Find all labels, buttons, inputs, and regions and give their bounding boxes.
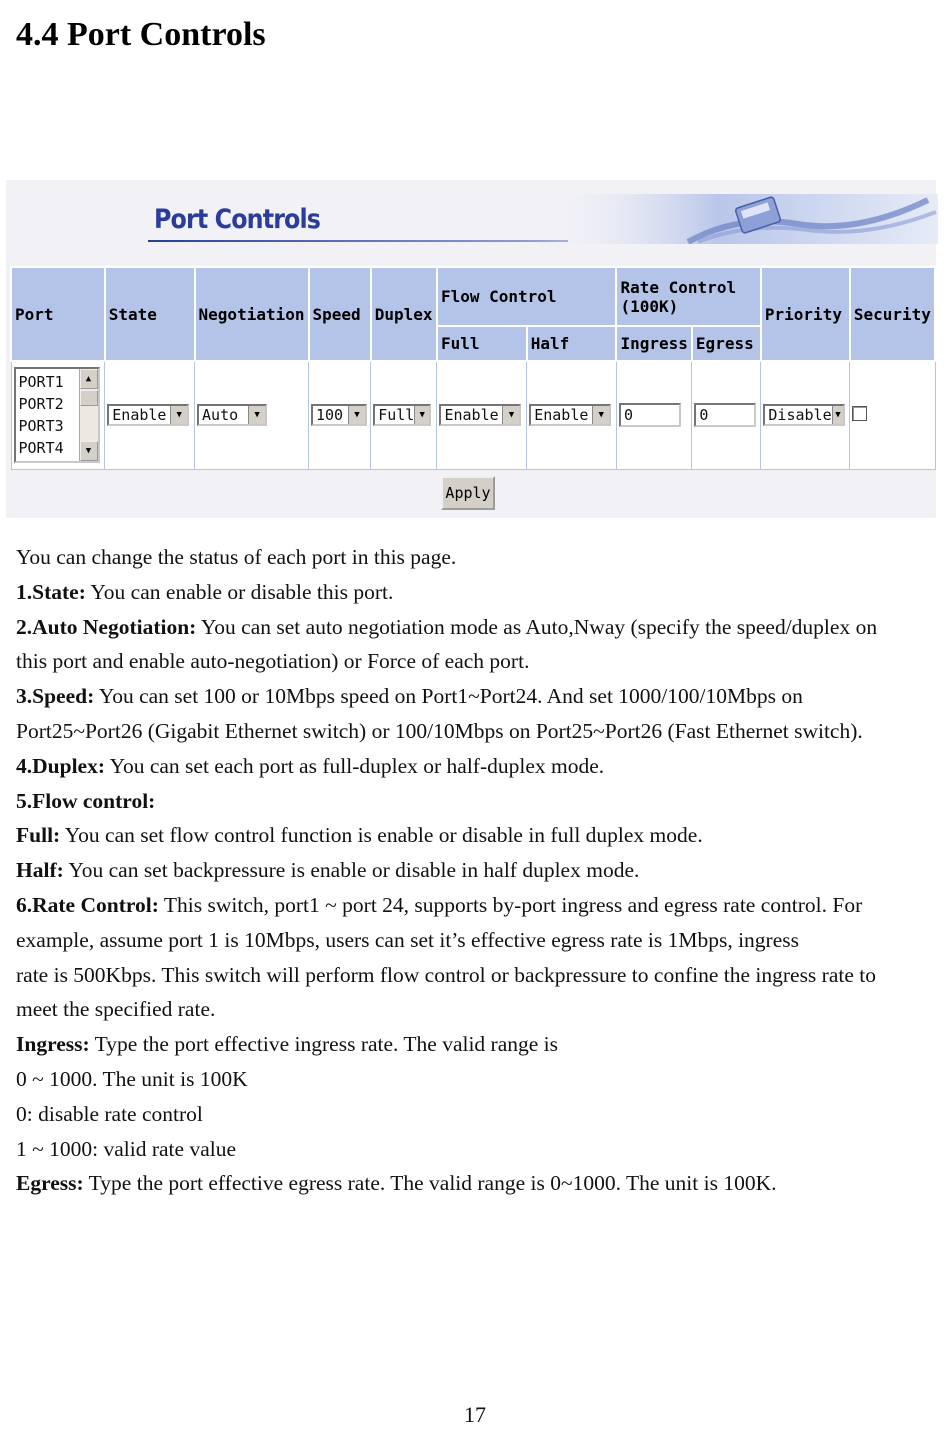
header-state: State <box>105 267 195 361</box>
state-select[interactable] <box>107 404 189 426</box>
chevron-down-icon[interactable]: ▼ <box>170 406 187 424</box>
flow-heading <box>16 784 926 819</box>
ingress-desc: Type the port effective ingress rate. The valid range is <box>89 1032 559 1057</box>
header-flow-half: Half <box>527 326 617 361</box>
chevron-down-icon[interactable]: ▼ <box>502 406 519 424</box>
description-text <box>16 540 926 1201</box>
ingress-term: Ingress: <box>16 1032 90 1057</box>
autoneg-term: 2.Auto Negotiation: <box>16 614 197 639</box>
ingress-paragraph-cont: 0 ~ 1000. The unit is 100K <box>16 1066 248 1091</box>
header-egress: Egress <box>692 326 761 361</box>
ingress-paragraph-cont: 1 ~ 1000: valid rate value <box>16 1136 236 1161</box>
port-list-items <box>16 369 79 461</box>
section-title: 4.4 Port Controls <box>16 16 266 53</box>
rate-term: 6.Rate Control: <box>16 892 159 917</box>
full-term: Full: <box>16 823 61 848</box>
header-security: Security <box>850 267 935 361</box>
page-number: 17 <box>464 1402 486 1427</box>
egress-paragraph <box>16 1166 926 1201</box>
header-rate-control-line2: (100K) <box>620 296 679 316</box>
speed-select[interactable] <box>311 404 367 426</box>
speed-desc: You can set 100 or 10Mbps speed on Port1~Port24. And set 1000/100/10Mbps on <box>94 684 803 709</box>
speed-cell <box>309 361 371 469</box>
port-list-item[interactable]: PORT1 <box>18 373 64 392</box>
header-port: Port <box>11 267 105 361</box>
full-desc: You can set flow control function is enable or disable in full duplex mode. <box>60 823 703 848</box>
apply-button[interactable]: Apply <box>441 476 495 510</box>
speed-select-value: 100 <box>316 406 344 425</box>
negotiation-select[interactable] <box>197 404 267 426</box>
negotiation-select-value: Auto <box>202 406 239 425</box>
port-controls-panel <box>6 180 936 518</box>
scroll-thumb[interactable] <box>80 390 98 406</box>
egress-cell <box>692 361 761 469</box>
chevron-down-icon[interactable]: ▼ <box>348 406 365 424</box>
half-desc: You can set backpressure is enable or disable in half duplex mode. <box>63 858 640 883</box>
flow-full-select[interactable] <box>439 404 521 426</box>
negotiation-cell <box>195 361 309 469</box>
port-listbox[interactable] <box>14 367 100 463</box>
autoneg-paragraph <box>16 610 926 645</box>
header-priority: Priority <box>761 267 850 361</box>
ingress-input[interactable]: 0 <box>619 403 681 427</box>
chevron-down-icon[interactable]: ▼ <box>592 406 609 424</box>
state-term: 1.State: <box>16 579 86 604</box>
header-ingress: Ingress <box>616 326 691 361</box>
speed-term: 3.Speed: <box>16 684 95 709</box>
autoneg-paragraph-cont: this port and enable auto-negotiation) or Force of each port. <box>16 649 530 674</box>
chevron-down-icon[interactable]: ▼ <box>832 406 844 424</box>
rate-desc: This switch, port1 ~ port 24, supports by-port ingress and egress rate control. For <box>158 892 863 917</box>
ingress-cell <box>616 361 691 469</box>
banner <box>148 192 938 250</box>
state-select-value: Enable <box>112 406 167 425</box>
port-settings-table <box>10 266 936 470</box>
duplex-select-value: Full <box>378 406 415 425</box>
banner-underline <box>148 240 568 242</box>
rate-paragraph-cont: rate is 500Kbps. This switch will perform flow control or backpressure to confine the ingress rate to <box>16 962 876 987</box>
port-list-scrollbar[interactable] <box>79 369 98 461</box>
egress-desc: Type the port effective egress rate. The valid range is 0~1000. The unit is 100K. <box>83 1171 777 1196</box>
header-flow-full: Full <box>437 326 527 361</box>
chevron-down-icon[interactable]: ▼ <box>248 406 265 424</box>
duplex-desc: You can set each port as full-duplex or half-duplex mode. <box>105 753 605 778</box>
scroll-track[interactable] <box>80 407 98 441</box>
rate-paragraph <box>16 888 926 923</box>
header-rate-control-line1: Rate Control <box>620 277 737 297</box>
flow-half-select[interactable] <box>529 404 611 426</box>
egress-term: Egress: <box>16 1171 84 1196</box>
rate-paragraph-cont: example, assume port 1 is 10Mbps, users can set it’s effective egress rate is 1Mbps, ingress <box>16 927 799 952</box>
ingress-paragraph-cont: 0: disable rate control <box>16 1101 203 1126</box>
flow-half-cell <box>527 361 617 469</box>
duplex-paragraph <box>16 749 926 784</box>
speed-paragraph-cont: Port25~Port26 (Gigabit Ethernet switch) or 100/10Mbps on Port25~Port26 (Fast Ethernet switch). <box>16 718 863 743</box>
header-rate-control <box>616 267 760 326</box>
port-cell <box>11 361 105 469</box>
rate-paragraph-cont: meet the specified rate. <box>16 997 216 1022</box>
chevron-down-icon[interactable]: ▼ <box>414 406 429 424</box>
intro-paragraph: You can change the status of each port in this page. <box>16 545 457 569</box>
priority-cell <box>761 361 850 469</box>
priority-select[interactable] <box>763 404 845 426</box>
duplex-term: 4.Duplex: <box>16 753 105 778</box>
flow-full-select-value: Enable <box>444 406 499 425</box>
duplex-select[interactable] <box>373 404 431 426</box>
full-paragraph <box>16 818 926 853</box>
scroll-up-icon[interactable]: ▲ <box>80 369 98 389</box>
flow-half-select-value: Enable <box>534 406 589 425</box>
ingress-paragraph <box>16 1027 926 1062</box>
header-speed: Speed <box>309 267 371 361</box>
header-flow-control: Flow Control <box>437 267 617 326</box>
duplex-cell <box>371 361 437 469</box>
port-list-item[interactable]: PORT4 <box>18 439 64 458</box>
network-cable-banner-image <box>538 194 938 244</box>
port-list-item[interactable]: PORT3 <box>18 417 64 436</box>
autoneg-desc: You can set auto negotiation mode as Auto,Nway (specify the speed/duplex on <box>196 614 878 639</box>
header-duplex: Duplex <box>371 267 437 361</box>
state-cell <box>105 361 195 469</box>
security-cell <box>850 361 935 469</box>
half-paragraph <box>16 853 926 888</box>
scroll-down-icon[interactable]: ▼ <box>80 441 98 461</box>
state-desc: You can enable or disable this port. <box>85 579 394 604</box>
priority-select-value: Disable <box>768 406 832 425</box>
half-term: Half: <box>16 858 64 883</box>
port-list-item[interactable]: PORT2 <box>18 395 64 414</box>
banner-title: Port Controls <box>154 204 321 235</box>
header-negotiation: Negotiation <box>195 267 309 361</box>
flow-term: 5.Flow control: <box>16 788 156 813</box>
speed-paragraph <box>16 679 926 714</box>
egress-input[interactable]: 0 <box>694 403 756 427</box>
state-paragraph <box>16 575 926 610</box>
flow-full-cell <box>437 361 527 469</box>
security-checkbox[interactable] <box>852 406 867 421</box>
